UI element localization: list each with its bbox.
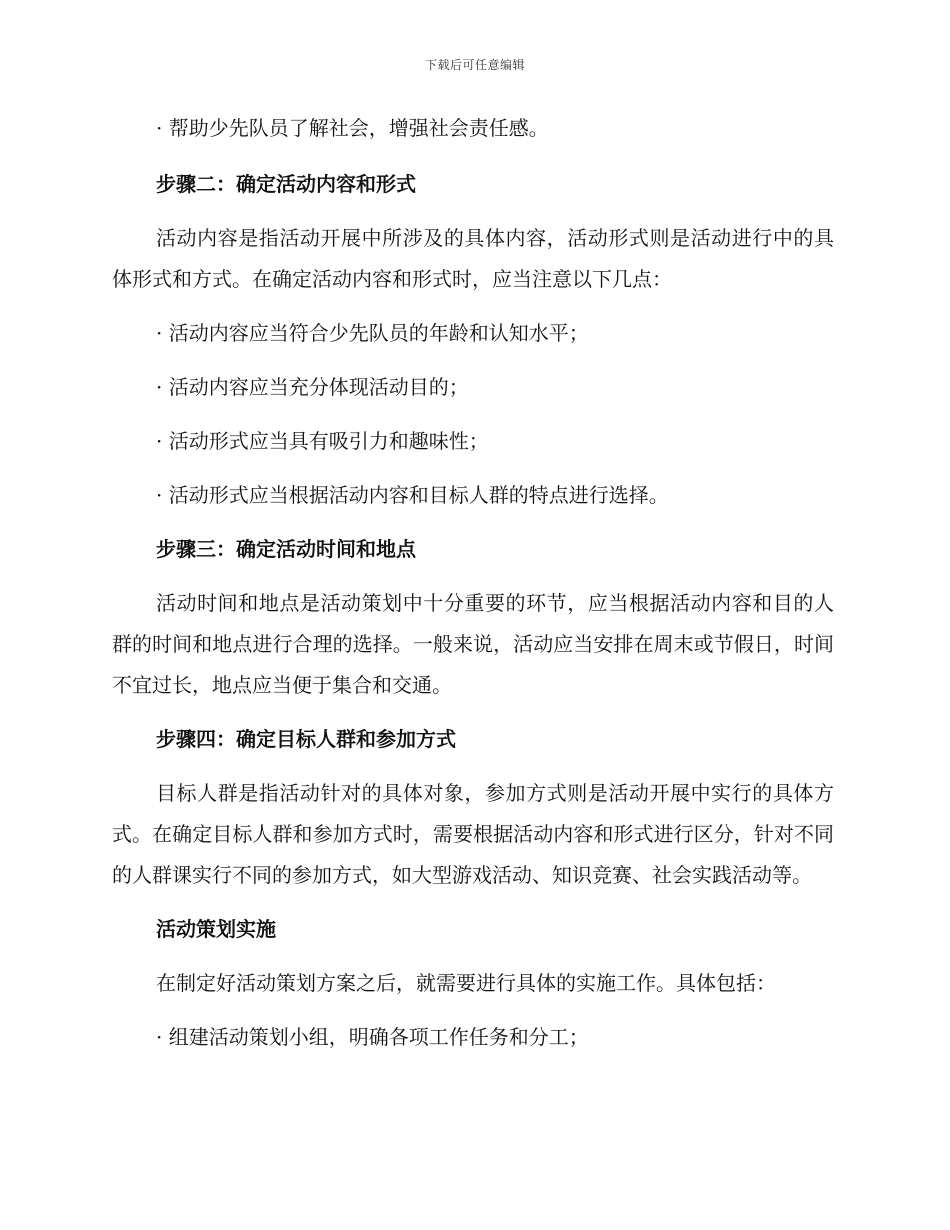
- document-body: [112, 108, 834, 1071]
- bullet-item: · 帮助少先队员了解社会，增强社会责任感。: [156, 116, 549, 140]
- bullet-item: · 组建活动策划小组，明确各项工作任务和分工；: [156, 1025, 589, 1049]
- bullet-item: · 活动内容应当符合少先队员的年龄和认知水平；: [156, 321, 589, 345]
- section-heading-step-4: 步骤四：确定目标人群和参加方式: [156, 727, 456, 751]
- paragraph-step-3: 活动时间和地点是活动策划中十分重要的环节，应当根据活动内容和目的人群的时间和地点进行合理的选择。一般来说，活动应当安排在周末或节假日，时间不宜过长，地点应当便于集合和交通。: [112, 591, 834, 697]
- paragraph-step-4: 目标人群是指活动针对的具体对象，参加方式则是活动开展中实行的具体方式。在确定目标人群和参加方式时，需要根据活动内容和形式进行区分，针对不同的人群课实行不同的参加方式，如大型游戏活动、知识竞赛、社会实践活动等。: [112, 781, 834, 887]
- paragraph-implementation: 在制定好活动策划方案之后，就需要进行具体的实施工作。具体包括：: [156, 971, 776, 995]
- bullet-item: · 活动形式应当具有吸引力和趣味性；: [156, 429, 489, 453]
- section-heading-step-2: 步骤二：确定活动内容和形式: [156, 172, 416, 196]
- header-note: 下载后可任意编辑: [424, 58, 525, 72]
- paragraph-step-2: 活动内容是指活动开展中所涉及的具体内容，活动形式则是活动进行中的具体形式和方式。在确定活动内容和形式时，应当注意以下几点：: [112, 226, 834, 291]
- section-heading-implementation: 活动策划实施: [156, 917, 276, 941]
- bullet-item: · 活动形式应当根据活动内容和目标人群的特点进行选择。: [156, 483, 669, 507]
- section-heading-step-3: 步骤三：确定活动时间和地点: [156, 537, 416, 561]
- bullet-item: · 活动内容应当充分体现活动目的；: [156, 375, 469, 399]
